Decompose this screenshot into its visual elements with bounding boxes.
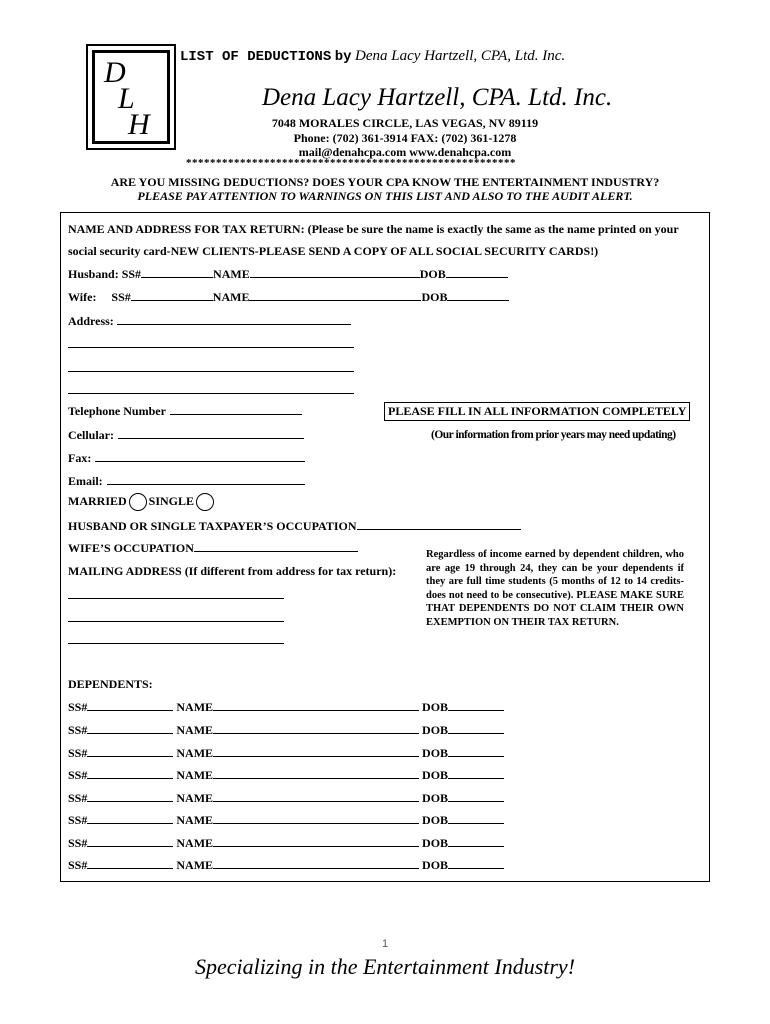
cellular-row — [68, 428, 304, 443]
marital-status-row — [68, 493, 216, 511]
fill-notice: PLEASE FILL IN ALL INFORMATION COMPLETELY — [384, 402, 690, 421]
audit-warning: PLEASE PAY ATTENTION TO WARNINGS ON THIS LIST AND ALSO TO THE AUDIT ALERT. — [137, 189, 633, 203]
dependent-row — [68, 746, 504, 761]
mailing-address-label: MAILING ADDRESS (If different from address for tax return): — [68, 564, 397, 578]
dependent-row — [68, 768, 504, 783]
telephone-label: Telephone Number — [68, 404, 166, 418]
single-radio[interactable] — [196, 493, 214, 511]
husband-row — [68, 267, 508, 282]
firm-name: Dena Lacy Hartzell, CPA. Ltd. Inc. — [262, 84, 613, 111]
husband-dob-label: DOB — [419, 267, 446, 281]
dependent-ss-field[interactable] — [87, 723, 173, 734]
dependent-ss-field[interactable] — [87, 768, 173, 779]
dependent-dob-field[interactable] — [448, 791, 504, 802]
dependent-row — [68, 723, 504, 738]
address-line-4[interactable] — [68, 393, 354, 394]
missing-deductions-question: ARE YOU MISSING DEDUCTIONS? DOES YOUR CPA KNOW THE ENTERTAINMENT INDUSTRY? — [110, 175, 660, 189]
dependent-row — [68, 836, 504, 851]
dependent-dob-field[interactable] — [448, 858, 504, 869]
dependent-ss-field[interactable] — [87, 858, 173, 869]
firm-name-small: Dena Lacy Hartzell, CPA, Ltd. Inc. — [355, 48, 566, 64]
dependent-name-label: NAME — [176, 858, 214, 872]
dependent-ss-label: SS# — [68, 836, 88, 850]
intro-line-2: social security card-NEW CLIENTS-PLEASE SEND A COPY OF ALL SOCIAL SECURITY CARDS!) — [68, 244, 599, 258]
dependent-dob-label: DOB — [422, 723, 449, 737]
dependent-name-label: NAME — [176, 746, 214, 760]
address-line-2[interactable] — [68, 347, 354, 348]
dependent-name-label: NAME — [176, 813, 214, 827]
telephone-row — [68, 404, 302, 419]
by-text: by — [334, 49, 352, 65]
dependent-ss-field[interactable] — [87, 791, 173, 802]
intro-line-1: NAME AND ADDRESS FOR TAX RETURN: (Please be sure the name is exactly the same as the name printed on your — [68, 222, 679, 236]
dependent-name-label: NAME — [176, 836, 214, 850]
dependent-name-field[interactable] — [213, 836, 419, 847]
dependent-name-field[interactable] — [213, 858, 419, 869]
dependent-row — [68, 813, 504, 828]
mailing-line-3[interactable] — [68, 643, 284, 644]
wife-ss-label: Wife: SS# — [68, 290, 131, 304]
dependent-name-field[interactable] — [213, 746, 419, 757]
dependent-name-label: NAME — [176, 700, 214, 714]
header-title-line — [180, 48, 565, 65]
cellular-label: Cellular: — [68, 428, 114, 442]
husband-occupation-field[interactable] — [357, 519, 521, 530]
address-field[interactable] — [117, 314, 351, 325]
dependent-name-label: NAME — [176, 723, 214, 737]
dependent-name-label: NAME — [176, 768, 214, 782]
dependent-dob-field[interactable] — [448, 723, 504, 734]
married-radio[interactable] — [129, 493, 147, 511]
mailing-line-2[interactable] — [68, 621, 284, 622]
dependent-dob-label: DOB — [422, 768, 449, 782]
dependent-name-field[interactable] — [213, 813, 419, 824]
husband-ss-field[interactable] — [141, 267, 213, 278]
dependent-ss-label: SS# — [68, 768, 88, 782]
dependent-dob-label: DOB — [422, 858, 449, 872]
wife-dob-label: DOB — [421, 290, 448, 304]
dependent-ss-label: SS# — [68, 746, 88, 760]
prior-years-note: (Our information from prior years may need updating) — [431, 429, 676, 441]
dependent-name-field[interactable] — [213, 791, 419, 802]
wife-occupation-label: WIFE’S OCCUPATION — [68, 541, 194, 555]
logo-letter-d: D — [104, 56, 126, 89]
dependent-dob-field[interactable] — [448, 768, 504, 779]
wife-row — [68, 290, 509, 305]
wife-name-label: NAME — [212, 290, 250, 304]
logo-letter-l: L — [118, 82, 135, 115]
address-label: Address: — [68, 314, 114, 328]
list-title: LIST OF DEDUCTIONS — [180, 49, 332, 65]
dependent-dob-label: DOB — [422, 813, 449, 827]
dependent-name-field[interactable] — [213, 723, 419, 734]
dependent-name-label: NAME — [176, 791, 214, 805]
husband-name-label: NAME — [213, 267, 250, 281]
email-row — [68, 474, 305, 489]
husband-occupation-label: HUSBAND OR SINGLE TAXPAYER’S OCCUPATION — [68, 519, 357, 533]
dependent-dob-field[interactable] — [448, 836, 504, 847]
dependent-ss-label: SS# — [68, 700, 88, 714]
dependent-ss-field[interactable] — [87, 813, 173, 824]
fax-row — [68, 451, 305, 466]
address-row — [68, 314, 351, 329]
dependent-ss-label: SS# — [68, 791, 88, 805]
wife-occupation-row — [68, 541, 358, 556]
mailing-line-1[interactable] — [68, 598, 284, 599]
footer-slogan: Specializing in the Entertainment Industry! — [194, 954, 576, 979]
dependent-ss-label: SS# — [68, 858, 88, 872]
dependent-ss-field[interactable] — [87, 836, 173, 847]
firm-email-web: mail@denahcpa.com www.denahcpa.com — [298, 145, 512, 159]
firm-phone-fax: Phone: (702) 361-3914 FAX: (702) 361-1278 — [293, 131, 517, 145]
husband-dob-field[interactable] — [446, 267, 508, 278]
wife-occupation-field[interactable] — [194, 541, 358, 552]
email-label: Email: — [68, 474, 103, 488]
email-field[interactable] — [107, 474, 305, 485]
dependents-heading: DEPENDENTS: — [68, 677, 153, 691]
dependent-dob-label: DOB — [422, 791, 449, 805]
dependent-dob-field[interactable] — [448, 746, 504, 757]
dependent-row — [68, 791, 504, 806]
husband-name-field[interactable] — [250, 267, 420, 278]
fax-label: Fax: — [68, 451, 92, 465]
dependent-name-field[interactable] — [213, 768, 419, 779]
logo-letter-h: H — [128, 108, 150, 141]
telephone-field[interactable] — [170, 404, 302, 415]
husband-occupation-row — [68, 519, 521, 534]
wife-dob-field[interactable] — [447, 290, 509, 301]
star-divider: ******************************************************* — [186, 157, 516, 169]
dependents-note: Regardless of income earned by dependent children, who are age 19 through 24, they can be your dependents if they are full time students (5 months of 12 to 14 credits-does not need to be consecutive). PLEASE MAKE SURE THAT DEPENDENTS DO NOT CLAIM THEIR OWN EXEMPTION ON THEIR TAX RETURN. — [426, 549, 684, 628]
page-number: 1 — [381, 938, 389, 950]
wife-ss-field[interactable] — [131, 290, 213, 301]
dependent-dob-field[interactable] — [448, 813, 504, 824]
address-line-3[interactable] — [68, 371, 354, 372]
dependent-dob-field[interactable] — [448, 700, 504, 711]
married-label: MARRIED — [68, 493, 127, 508]
cellular-field[interactable] — [118, 428, 304, 439]
dependent-ss-label: SS# — [68, 723, 88, 737]
dependent-dob-label: DOB — [422, 836, 449, 850]
dependent-row — [68, 858, 504, 873]
firm-address: 7048 MORALES CIRCLE, LAS VEGAS, NV 89119 — [271, 116, 539, 130]
dependent-ss-label: SS# — [68, 813, 88, 827]
dependent-ss-field[interactable] — [87, 700, 173, 711]
dependent-ss-field[interactable] — [87, 746, 173, 757]
dependent-row — [68, 700, 504, 715]
wife-name-field[interactable] — [249, 290, 421, 301]
dependent-dob-label: DOB — [422, 700, 449, 714]
dependent-name-field[interactable] — [213, 700, 419, 711]
dependent-dob-label: DOB — [422, 746, 449, 760]
fax-field[interactable] — [95, 451, 305, 462]
husband-ss-label: Husband: SS# — [68, 267, 142, 281]
single-label: SINGLE — [148, 493, 195, 508]
